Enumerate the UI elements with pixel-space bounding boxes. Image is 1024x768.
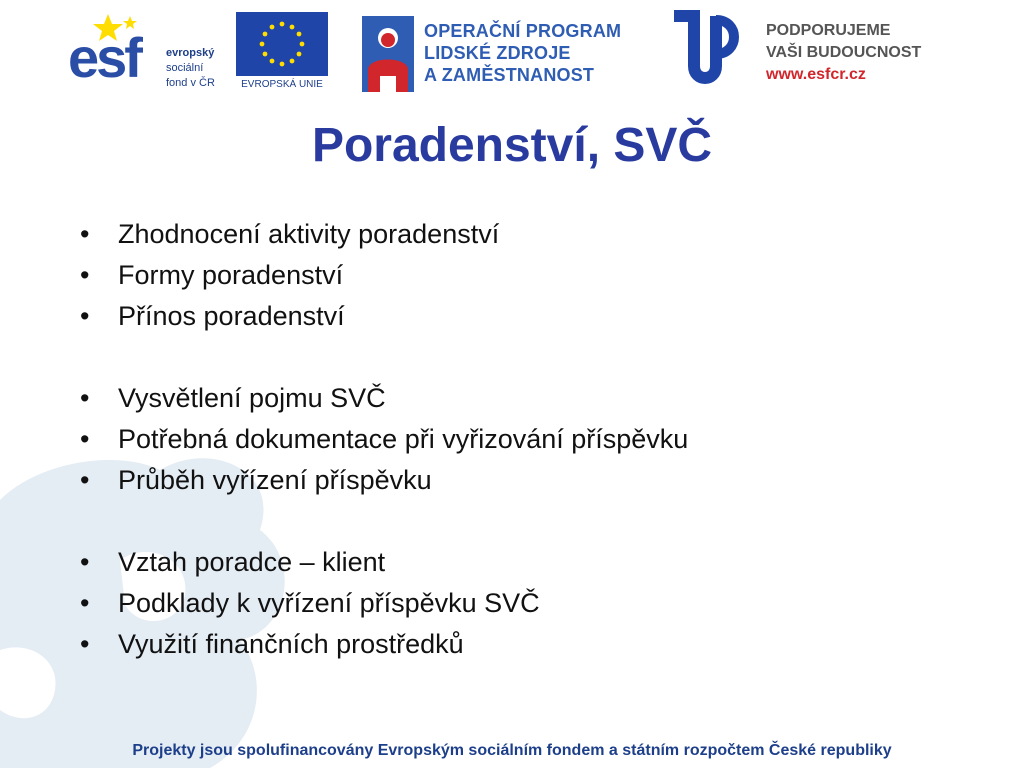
- bullet-item: [80, 624, 980, 665]
- esf-caption: [166, 46, 215, 91]
- bullet-text: Průběh vyřízení příspěvku: [118, 465, 432, 495]
- bullet-dot: •: [80, 301, 90, 331]
- bullet-text: Vysvětlení pojmu SVČ: [118, 383, 386, 413]
- bullet-item: [80, 460, 980, 501]
- bullet-dot: •: [80, 383, 90, 413]
- esf-caption-line-1: evropský: [166, 47, 215, 59]
- bullet-text: Podklady k vyřízení příspěvku SVČ: [118, 588, 540, 618]
- bullet-text: Zhodnocení aktivity poradenství: [118, 219, 500, 249]
- op-line-1: OPERAČNÍ PROGRAM: [424, 21, 622, 41]
- logo-bar: [0, 0, 1024, 100]
- bullet-list: [80, 214, 980, 665]
- esf-caption-line-3: fond v ČR: [166, 77, 215, 89]
- bullet-dot: •: [80, 547, 90, 577]
- bullet-dot: •: [80, 424, 90, 454]
- eu-stars-icon: [236, 12, 328, 76]
- bullet-dot: •: [80, 219, 90, 249]
- esf-wordmark: esf: [68, 26, 140, 89]
- op-lzz-text: [424, 20, 621, 86]
- bullet-text: Přínos poradenství: [118, 301, 345, 331]
- bullet-dot: •: [80, 465, 90, 495]
- podporujeme-text: [766, 20, 921, 86]
- op-line-2: LIDSKÉ ZDROJE: [424, 43, 571, 63]
- bullet-item: [80, 419, 980, 460]
- bullet-spacer: [80, 501, 980, 542]
- bullet-text: Potřebná dokumentace při vyřizování příspěvku: [118, 424, 689, 454]
- slide-title: Poradenství, SVČ: [311, 119, 713, 172]
- bullet-text: Formy poradenství: [118, 260, 344, 290]
- bullet-dot: •: [80, 260, 90, 290]
- eu-caption: EVROPSKÁ UNIE: [241, 79, 323, 90]
- bullet-item: [80, 255, 980, 296]
- pv-url: www.esfcr.cz: [766, 66, 866, 83]
- pv-line-1: PODPORUJEME: [766, 22, 891, 39]
- esf-caption-line-2: sociální: [166, 62, 204, 74]
- podporujeme-logo: [660, 10, 960, 96]
- bullet-text: Vztah poradce – klient: [118, 547, 386, 577]
- eu-logo: [234, 12, 330, 94]
- bullet-dot: •: [80, 629, 90, 659]
- puzzle-figure-icon: [360, 12, 416, 96]
- bullet-item: [80, 542, 980, 583]
- bullet-dot: •: [80, 588, 90, 618]
- bullet-item: [80, 378, 980, 419]
- op-lzz-logo: [360, 10, 650, 96]
- esf-logo: [68, 12, 228, 92]
- bullet-item: [80, 296, 980, 337]
- pv-line-2: VAŠI BUDOUCNOST: [766, 44, 922, 61]
- op-line-3: A ZAMĚSTNANOST: [424, 65, 595, 85]
- footer-note: Projekty jsou spolufinancovány Evropským sociálním fondem a státním rozpočtem České republiky: [132, 742, 892, 759]
- bullet-text: Využití finančních prostředků: [118, 629, 464, 659]
- pv-emblem-icon: [660, 10, 740, 94]
- bullet-item: [80, 583, 980, 624]
- bullet-item: [80, 214, 980, 255]
- bullet-spacer: [80, 337, 980, 378]
